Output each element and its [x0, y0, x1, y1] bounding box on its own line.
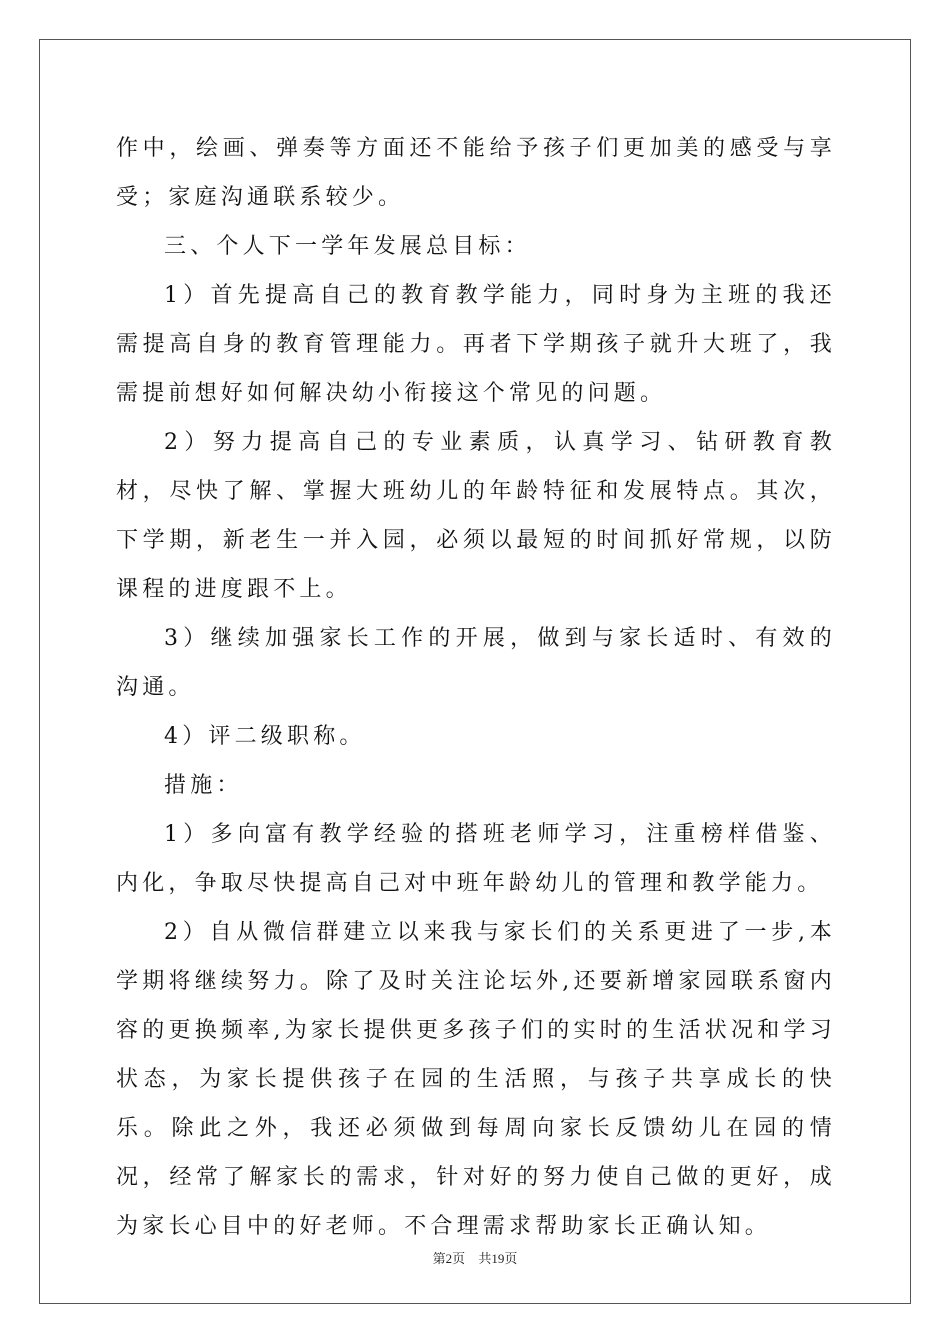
- goal-item-3: 3）继续加强家长工作的开展，做到与家长适时、有效的沟通。: [116, 626, 836, 700]
- paragraph-continuation: 作中，绘画、弹奏等方面还不能给予孩子们更加美的感受与享受；家庭沟通联系较少。: [116, 136, 836, 210]
- page-total: 共19页: [478, 1251, 518, 1266]
- measure-item-1: 1）多向富有教学经验的搭班老师学习，注重榜样借鉴、内化，争取尽快提高自己对中班年龄幼儿的管理和教学能力。: [116, 822, 836, 896]
- measure-item-2: 2）自从微信群建立以来我与家长们的关系更进了一步,本学期将继续努力。除了及时关注论坛外,还要新增家园联系窗内容的更换频率,为家长提供更多孩子们的实时的生活状况和学习状态，为家长提供孩子在园的生活照，与孩子共享成长的快乐。除此之外，我还必须做到每周向家长反馈幼儿在园的情况，经常了解家长的需求，针对好的努力使自己做的更好，成为家长心目中的好老师。不合理需求帮助家长正确认知。: [116, 920, 836, 1239]
- goal-item-2: 2）努力提高自己的专业素质，认真学习、钻研教育教材，尽快了解、掌握大班幼儿的年龄特征和发展特点。其次，下学期，新老生一并入园，必须以最短的时间抓好常规，以防课程的进度跟不上。: [116, 430, 836, 602]
- section-heading-measures: 措施：: [164, 773, 243, 798]
- goal-item-4: 4）评二级职称。: [164, 724, 366, 749]
- section-heading-goals: 三、个人下一学年发展总目标：: [164, 234, 531, 259]
- page-footer: [0, 1248, 950, 1267]
- document-body: [116, 124, 836, 1251]
- goal-item-1: 1）首先提高自己的教育教学能力，同时身为主班的我还需提高自身的教育管理能力。再者下学期孩子就升大班了，我需提前想好如何解决幼小衔接这个常见的问题。: [116, 283, 836, 406]
- page-number: 第2页: [432, 1251, 466, 1266]
